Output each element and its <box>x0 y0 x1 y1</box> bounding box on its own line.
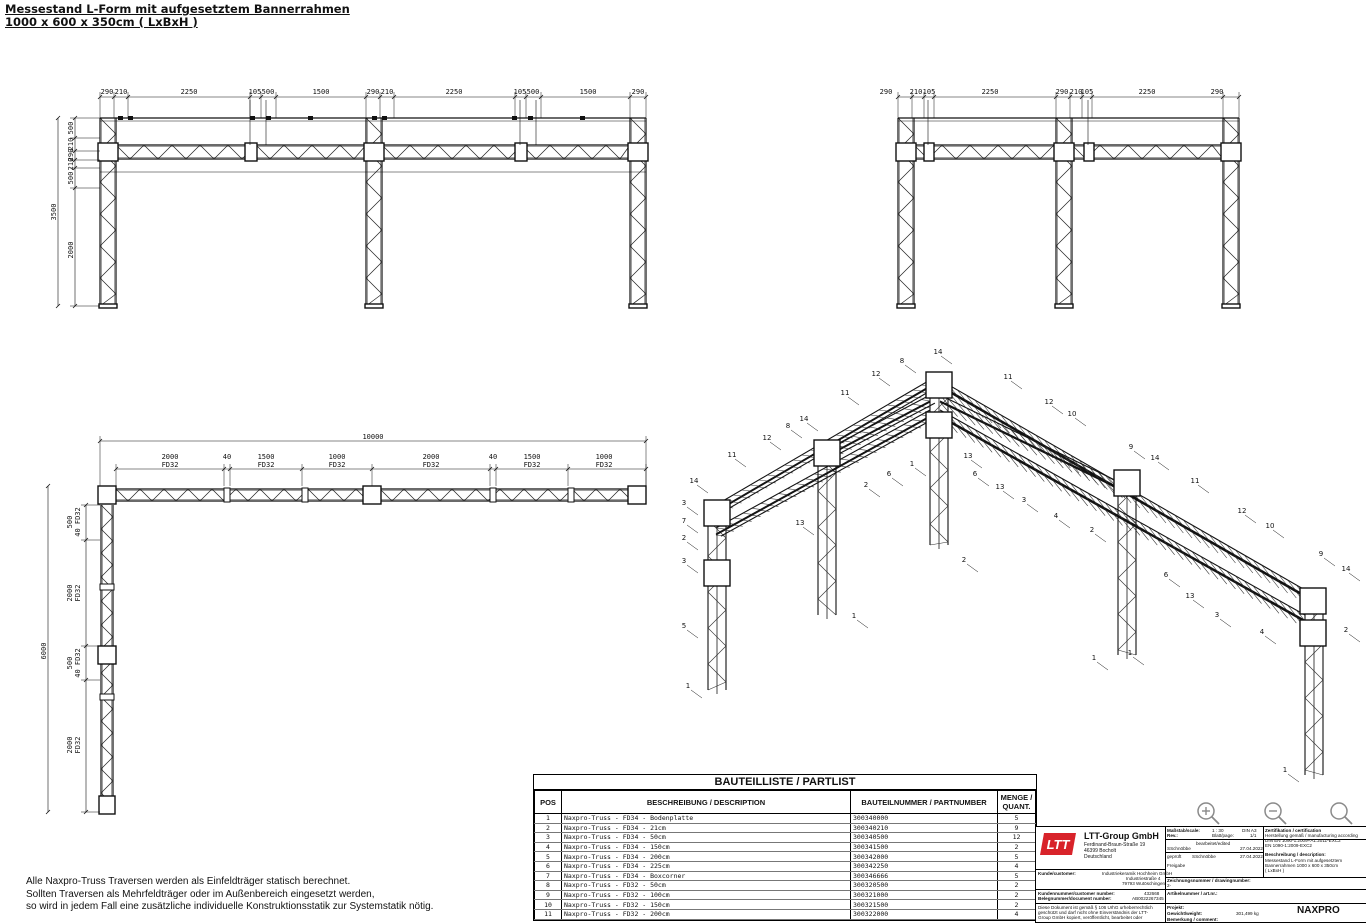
ltt-logo-icon <box>1040 833 1076 855</box>
part-callout: 12 <box>1237 507 1247 515</box>
side-beam-1 <box>914 145 1056 159</box>
dimension-label: 2000 <box>67 241 75 259</box>
partlist-desc-cell: Naxpro-Truss - FD32 - 150cm <box>562 900 851 910</box>
partlist-qty-cell: 5 <box>998 814 1036 824</box>
table-row <box>535 842 1036 852</box>
box-corner <box>628 143 648 161</box>
partlist-qty-cell: 5 <box>998 852 1036 862</box>
revision-label: Rev.: <box>1167 833 1178 838</box>
partlist-desc-cell: Naxpro-Truss - FD34 - Bodenplatte <box>562 814 851 824</box>
partlist-desc-cell: Naxpro-Truss - FD32 - 50cm <box>562 881 851 891</box>
dimension-type: FD32 <box>257 461 275 469</box>
box-corner <box>98 143 118 161</box>
cert-line-3: EN 1090-1:2009-EXC2 <box>1265 843 1312 848</box>
partlist-partno-cell: 300340000 <box>851 814 998 824</box>
clamp <box>128 116 133 120</box>
base-plate <box>1222 304 1240 308</box>
part-callout: 14 <box>933 348 943 356</box>
part-callout: 12 <box>1044 398 1054 406</box>
partlist-partno-cell: 300342000 <box>851 852 998 862</box>
legal-line-1: Diese Dokument ist gemäß § 106 UrhG urheberrechtlich <box>1038 905 1153 910</box>
box-corner <box>1114 470 1140 496</box>
customer-address-1: Industriestraße 4 <box>1126 876 1161 881</box>
box-corner <box>628 486 646 504</box>
legal-line-2: geschützt und darf nicht ohne Einverständnis der LTT- <box>1038 910 1148 915</box>
part-callout: 8 <box>785 422 791 430</box>
custno-label: Kundennummer/customer number: <box>1038 891 1115 896</box>
connector <box>490 488 496 502</box>
clamp <box>580 116 585 120</box>
dimension-label: 290 <box>100 88 114 96</box>
isometric-view <box>682 348 1360 782</box>
edited-label: bearbeitet/edited <box>1196 841 1231 846</box>
part-callout: 8 <box>899 357 905 365</box>
partlist-pos-cell: 9 <box>535 890 562 900</box>
partlist-qty-cell: 5 <box>998 871 1036 881</box>
legal-line-3: Group GmbH kopiert, veröffentlicht, bearbeitet oder <box>1038 915 1143 920</box>
zoom-out-icon[interactable] <box>1260 798 1290 828</box>
dimension-label: 1000 <box>595 453 613 461</box>
box-corner <box>704 560 730 586</box>
partlist-desc-cell: Naxpro-Truss - FD34 - 21cm <box>562 823 851 833</box>
drawno-label: Zeichnungsnummer / drawingnumber: <box>1167 878 1251 883</box>
desc-line-1: Messestand L-Form mit aufgesetztem <box>1265 858 1343 863</box>
desc-line-3: ( LxBxH ) <box>1265 868 1285 873</box>
part-callout: 3 <box>681 557 687 565</box>
partlist-qty-cell: 2 <box>998 900 1036 910</box>
dimension-label: 290 <box>631 88 645 96</box>
docno-label: Belegnummer/document number: <box>1038 896 1112 901</box>
table-row <box>535 890 1036 900</box>
address-line: Deutschland <box>1084 854 1112 860</box>
partlist-pos-cell: 2 <box>535 823 562 833</box>
company-address <box>1084 842 1145 860</box>
partlist-qty-cell: 9 <box>998 823 1036 833</box>
project-label: Projekt: <box>1167 905 1185 910</box>
partlist-qty-cell: 4 <box>998 861 1036 871</box>
cert-label: Zertifikation / certification <box>1265 828 1322 833</box>
title-line-1: Messestand L-Form mit aufgesetztem Bannerrahmen <box>5 2 350 16</box>
scale-label: Maßstab/scale: <box>1167 828 1200 833</box>
table-row <box>535 900 1036 910</box>
part-callout: 11 <box>727 451 737 459</box>
clamp <box>528 116 533 120</box>
base-plate <box>99 304 117 308</box>
connector <box>515 143 527 161</box>
dimension-label: 40 <box>488 453 498 461</box>
table-row <box>535 871 1036 881</box>
part-callout: 7 <box>681 517 687 525</box>
base-plate <box>365 304 383 308</box>
dimension-label: 105 <box>1080 88 1094 96</box>
dimension-label: 500 <box>66 515 74 529</box>
custno-value: 432668 <box>1144 891 1160 896</box>
dimension-label: 210 <box>909 88 923 96</box>
part-callout: 1 <box>909 460 915 468</box>
part-callout: 2 <box>681 534 687 542</box>
partlist-partno-cell: 300321000 <box>851 890 998 900</box>
weight-value: 301,499 kg <box>1236 911 1259 916</box>
part-callout: 3 <box>1214 611 1220 619</box>
part-callout: 11 <box>1190 477 1200 485</box>
part-callout: 3 <box>1021 496 1027 504</box>
draw-date: 27.04.2022 <box>1240 846 1263 851</box>
box-corner <box>704 500 730 526</box>
partlist-pos-cell: 7 <box>535 871 562 881</box>
zoom-in-icon[interactable] <box>1193 798 1223 828</box>
dimension-label: 40 <box>222 453 232 461</box>
part-callout: 6 <box>886 470 892 478</box>
partlist-qty-cell: 2 <box>998 890 1036 900</box>
dimension-type: FD32 <box>422 461 440 469</box>
box-corner <box>363 486 381 504</box>
dimension-type: FD32 <box>595 461 613 469</box>
box-corner <box>896 143 916 161</box>
format-value: DIN A3 <box>1242 828 1257 833</box>
sheet-value: 1/1 <box>1250 833 1257 838</box>
part-callout: 1 <box>1091 654 1097 662</box>
docno-value: AB0022267345 <box>1132 896 1164 901</box>
clamp <box>266 116 271 120</box>
partlist-partno-cell: 300321500 <box>851 900 998 910</box>
part-callout: 12 <box>871 370 881 378</box>
address-line: Ferdinand-Braun-Straße 19 <box>1084 842 1146 848</box>
partlist-pos-cell: 3 <box>535 833 562 843</box>
dimension-label: 105 <box>513 88 527 96</box>
part-callout: 1 <box>685 682 691 690</box>
clamp <box>372 116 377 120</box>
dimension-label: 2250 <box>1138 88 1156 96</box>
sheet-label: Blatt/page: <box>1212 833 1234 838</box>
partlist-partno-cell: 300341500 <box>851 842 998 852</box>
col-qty: MENGE / QUANT. <box>998 791 1036 814</box>
dimension-label: 2000 <box>422 453 440 461</box>
partlist-desc-cell: Naxpro-Truss - FD34 - 150cm <box>562 842 851 852</box>
dimension-type: 40 FD32 <box>74 507 82 537</box>
title-line-2: 1000 x 600 x 350cm ( LxBxH ) <box>5 15 198 29</box>
dimension-type: FD32 <box>74 584 82 602</box>
part-callout: 14 <box>1341 565 1351 573</box>
part-callout: 12 <box>762 434 772 442</box>
part-callout: 11 <box>1003 373 1013 381</box>
weight-label: Gewicht/weight: <box>1167 911 1203 916</box>
partlist-header-row <box>535 791 1036 814</box>
dimension-label: 2250 <box>981 88 999 96</box>
partlist-title: BAUTEILLISTE / PARTLIST <box>534 775 1036 790</box>
scale-value: 1 : 30 <box>1212 828 1224 833</box>
dimension-label: 210 <box>114 88 128 96</box>
logo-text: LTT <box>1046 837 1070 852</box>
partlist-pos-cell: 8 <box>535 881 562 891</box>
connector <box>100 694 114 700</box>
naxpro-logo <box>1297 905 1340 916</box>
table-row <box>535 861 1036 871</box>
cert-line-1: Herstellung gemäß / manufacturing according <box>1265 833 1358 838</box>
dimension-type: FD32 <box>523 461 541 469</box>
partlist-pos-cell: 5 <box>535 852 562 862</box>
partlist-desc-cell: Naxpro-Truss - FD32 - 200cm <box>562 909 851 919</box>
partlist-pos-cell: 4 <box>535 842 562 852</box>
dimension-total-height: 3500 <box>50 203 58 221</box>
desc-label: Beschreibung / description: <box>1265 852 1326 857</box>
part-callout: 2 <box>1089 526 1095 534</box>
dimension-label: 500 <box>67 121 75 135</box>
address-line: 46399 Bocholt <box>1084 848 1116 854</box>
dimension-label: 290 <box>1055 88 1069 96</box>
desc-line-2: Bannerrahmen 1000 x 600 x 350cm <box>1265 863 1339 868</box>
search-icon[interactable] <box>1326 798 1356 828</box>
table-row <box>535 852 1036 862</box>
part-callout: 1 <box>851 612 857 620</box>
partlist-pos-cell: 10 <box>535 900 562 910</box>
clamp <box>512 116 517 120</box>
partlist-partno-cell: 300342250 <box>851 861 998 871</box>
part-callout: 13 <box>963 452 973 460</box>
static-note <box>26 876 433 914</box>
table-row <box>535 909 1036 919</box>
clamp <box>308 116 313 120</box>
artno-label: Artikelnummer / art.nr.: <box>1167 891 1218 896</box>
part-callout: 6 <box>1163 571 1169 579</box>
partlist-partno-cell: 300346666 <box>851 871 998 881</box>
part-callout: 2 <box>1343 626 1349 634</box>
part-callout: 14 <box>799 415 809 423</box>
col-pos: POS <box>535 791 562 814</box>
part-callout: 13 <box>1185 592 1195 600</box>
partlist-qty-cell: 4 <box>998 909 1036 919</box>
partlist-qty-cell: 12 <box>998 833 1036 843</box>
part-callout: 2 <box>863 481 869 489</box>
dimension-label: 1500 <box>312 88 330 96</box>
front-main-beam-2 <box>382 145 630 159</box>
part-callout: 5 <box>681 622 687 630</box>
dimension-label: 500 <box>66 656 74 670</box>
box-corner <box>98 486 116 504</box>
partlist-pos-cell: 11 <box>535 909 562 919</box>
dimension-label: 2000 <box>66 736 74 754</box>
connector <box>1084 143 1094 161</box>
note-line-3: so wird in jedem Fall eine zusätzliche individuelle Konstruktionsstatik zur Systemstatik nötig. <box>26 901 434 912</box>
box-corner <box>99 796 115 814</box>
dimension-label: 1500 <box>257 453 275 461</box>
dimension-label: 2000 <box>66 584 74 602</box>
base-plate <box>1055 304 1073 308</box>
dimension-type: 40 FD32 <box>74 648 82 678</box>
drawno-value: 2- <box>1167 883 1172 888</box>
dimension-label: 210 <box>67 137 75 151</box>
dimension-label: 105 <box>922 88 936 96</box>
box-corner <box>1300 620 1326 646</box>
dimension-label: 500 <box>526 88 540 96</box>
partlist-desc-cell: Naxpro-Truss - FD34 - 50cm <box>562 833 851 843</box>
customer-address-2: 79793 Wutöschingen <box>1122 881 1166 886</box>
box-corner <box>1054 143 1074 161</box>
box-corner <box>926 412 952 438</box>
note-line-2: Sollten Traversen als Mehrfeldträger oder im Außenbereich eingesetzt werden, <box>26 888 375 900</box>
partlist-desc-cell: Naxpro-Truss - FD34 - 200cm <box>562 852 851 862</box>
box-corner <box>98 646 116 664</box>
box-corner <box>1300 588 1326 614</box>
part-callout: 14 <box>1150 454 1160 462</box>
part-callout: 10 <box>1265 522 1275 530</box>
partlist-body <box>535 814 1036 920</box>
company-name: LTT-Group GmbH <box>1084 831 1159 841</box>
partlist-desc-cell: Naxpro-Truss - FD32 - 100cm <box>562 890 851 900</box>
clamp <box>382 116 387 120</box>
partlist-partno-cell: 300322000 <box>851 909 998 919</box>
checked-label: geprüft <box>1167 854 1182 859</box>
dimension-type: FD32 <box>161 461 179 469</box>
part-callout: 3 <box>681 499 687 507</box>
dimension-label: 2000 <box>161 453 179 461</box>
partlist-table <box>533 774 1037 921</box>
dimension-label: 290 <box>67 148 75 162</box>
dimension-label: 1500 <box>579 88 597 96</box>
box-corner <box>364 143 384 161</box>
part-callout: 4 <box>1053 512 1059 520</box>
connector <box>245 143 257 161</box>
part-callout: 14 <box>689 477 699 485</box>
dimension-label: 500 <box>261 88 275 96</box>
front-main-beam-1 <box>116 145 366 159</box>
box-corner <box>1221 143 1241 161</box>
part-callout: 1 <box>1127 649 1133 657</box>
dimension-total-length: 10000 <box>362 433 384 441</box>
connector <box>302 488 308 502</box>
partlist-partno-cell: 300340500 <box>851 833 998 843</box>
partlist-qty-cell: 2 <box>998 881 1036 891</box>
table-row <box>535 823 1036 833</box>
box-corner <box>926 372 952 398</box>
part-callout: 9 <box>1318 550 1324 558</box>
dimension-label: 1000 <box>328 453 346 461</box>
table-row <box>535 881 1036 891</box>
box-corner <box>814 440 840 466</box>
remarks-label: Bemerkung / comment: <box>1167 917 1219 922</box>
clamp <box>118 116 123 120</box>
part-callout: 1 <box>1282 766 1288 774</box>
partlist-pos-cell: 1 <box>535 814 562 824</box>
col-partno: BAUTEILNUMMER / PARTNUMBER <box>851 791 998 814</box>
dimension-label: 210 <box>380 88 394 96</box>
dimension-label: 210 <box>1069 88 1083 96</box>
brand-name: NAXPRO <box>1297 905 1340 916</box>
check-date: 27.04.2022 <box>1240 854 1263 859</box>
checker-name: SSchnöbbe <box>1192 854 1216 859</box>
part-callout: 13 <box>995 483 1005 491</box>
part-callout: 2 <box>961 556 967 564</box>
base-plate <box>629 304 647 308</box>
dimension-label: 2250 <box>445 88 463 96</box>
note-line-1: Alle Naxpro-Truss Traversen werden als Einfeldträger statisch berechnet. <box>26 876 351 887</box>
part-callout: 13 <box>795 519 805 527</box>
part-callout: 6 <box>972 470 978 478</box>
part-callout: 11 <box>840 389 850 397</box>
part-callout: 4 <box>1259 628 1265 636</box>
connector <box>100 584 114 590</box>
part-callout: 10 <box>1067 410 1077 418</box>
partlist-qty-cell: 2 <box>998 842 1036 852</box>
dimension-type: FD32 <box>328 461 346 469</box>
partlist-partno-cell: 300320500 <box>851 881 998 891</box>
col-desc: BESCHREIBUNG / DESCRIPTION <box>562 791 851 814</box>
connector <box>224 488 230 502</box>
customer-value: Industriekeramik Hochheim GmbH <box>1102 871 1173 876</box>
dimension-label: 290 <box>1210 88 1224 96</box>
base-plate <box>897 304 915 308</box>
table-row <box>535 833 1036 843</box>
connector <box>924 143 934 161</box>
part-callout: 9 <box>1128 443 1134 451</box>
partlist-pos-cell: 6 <box>535 861 562 871</box>
partlist-desc-cell: Naxpro-Truss - FD34 - 225cm <box>562 861 851 871</box>
cert-line-2: DIN EN 1090-1:2009+A1:2011-EXC2 <box>1265 838 1341 843</box>
drawer-name: SSchnöbbe <box>1167 846 1191 851</box>
clamp <box>250 116 255 120</box>
dimension-label: 290 <box>879 88 893 96</box>
partlist-partno-cell: 300340210 <box>851 823 998 833</box>
dimension-type: FD32 <box>74 736 82 754</box>
customer-label: Kunde/customer: <box>1038 871 1076 876</box>
dimension-label: 210 <box>67 157 75 171</box>
connector <box>568 488 574 502</box>
release-label: Freigabe <box>1167 863 1186 868</box>
dimension-label: 290 <box>366 88 380 96</box>
dimension-label: 105 <box>248 88 262 96</box>
dimension-label: 2250 <box>180 88 198 96</box>
dimension-label: 1500 <box>523 453 541 461</box>
dimension-total-width: 6000 <box>40 642 48 660</box>
table-row <box>535 814 1036 824</box>
dimension-label: 500 <box>67 171 75 185</box>
partlist-desc-cell: Naxpro-Truss - FD34 - Boxcorner <box>562 871 851 881</box>
